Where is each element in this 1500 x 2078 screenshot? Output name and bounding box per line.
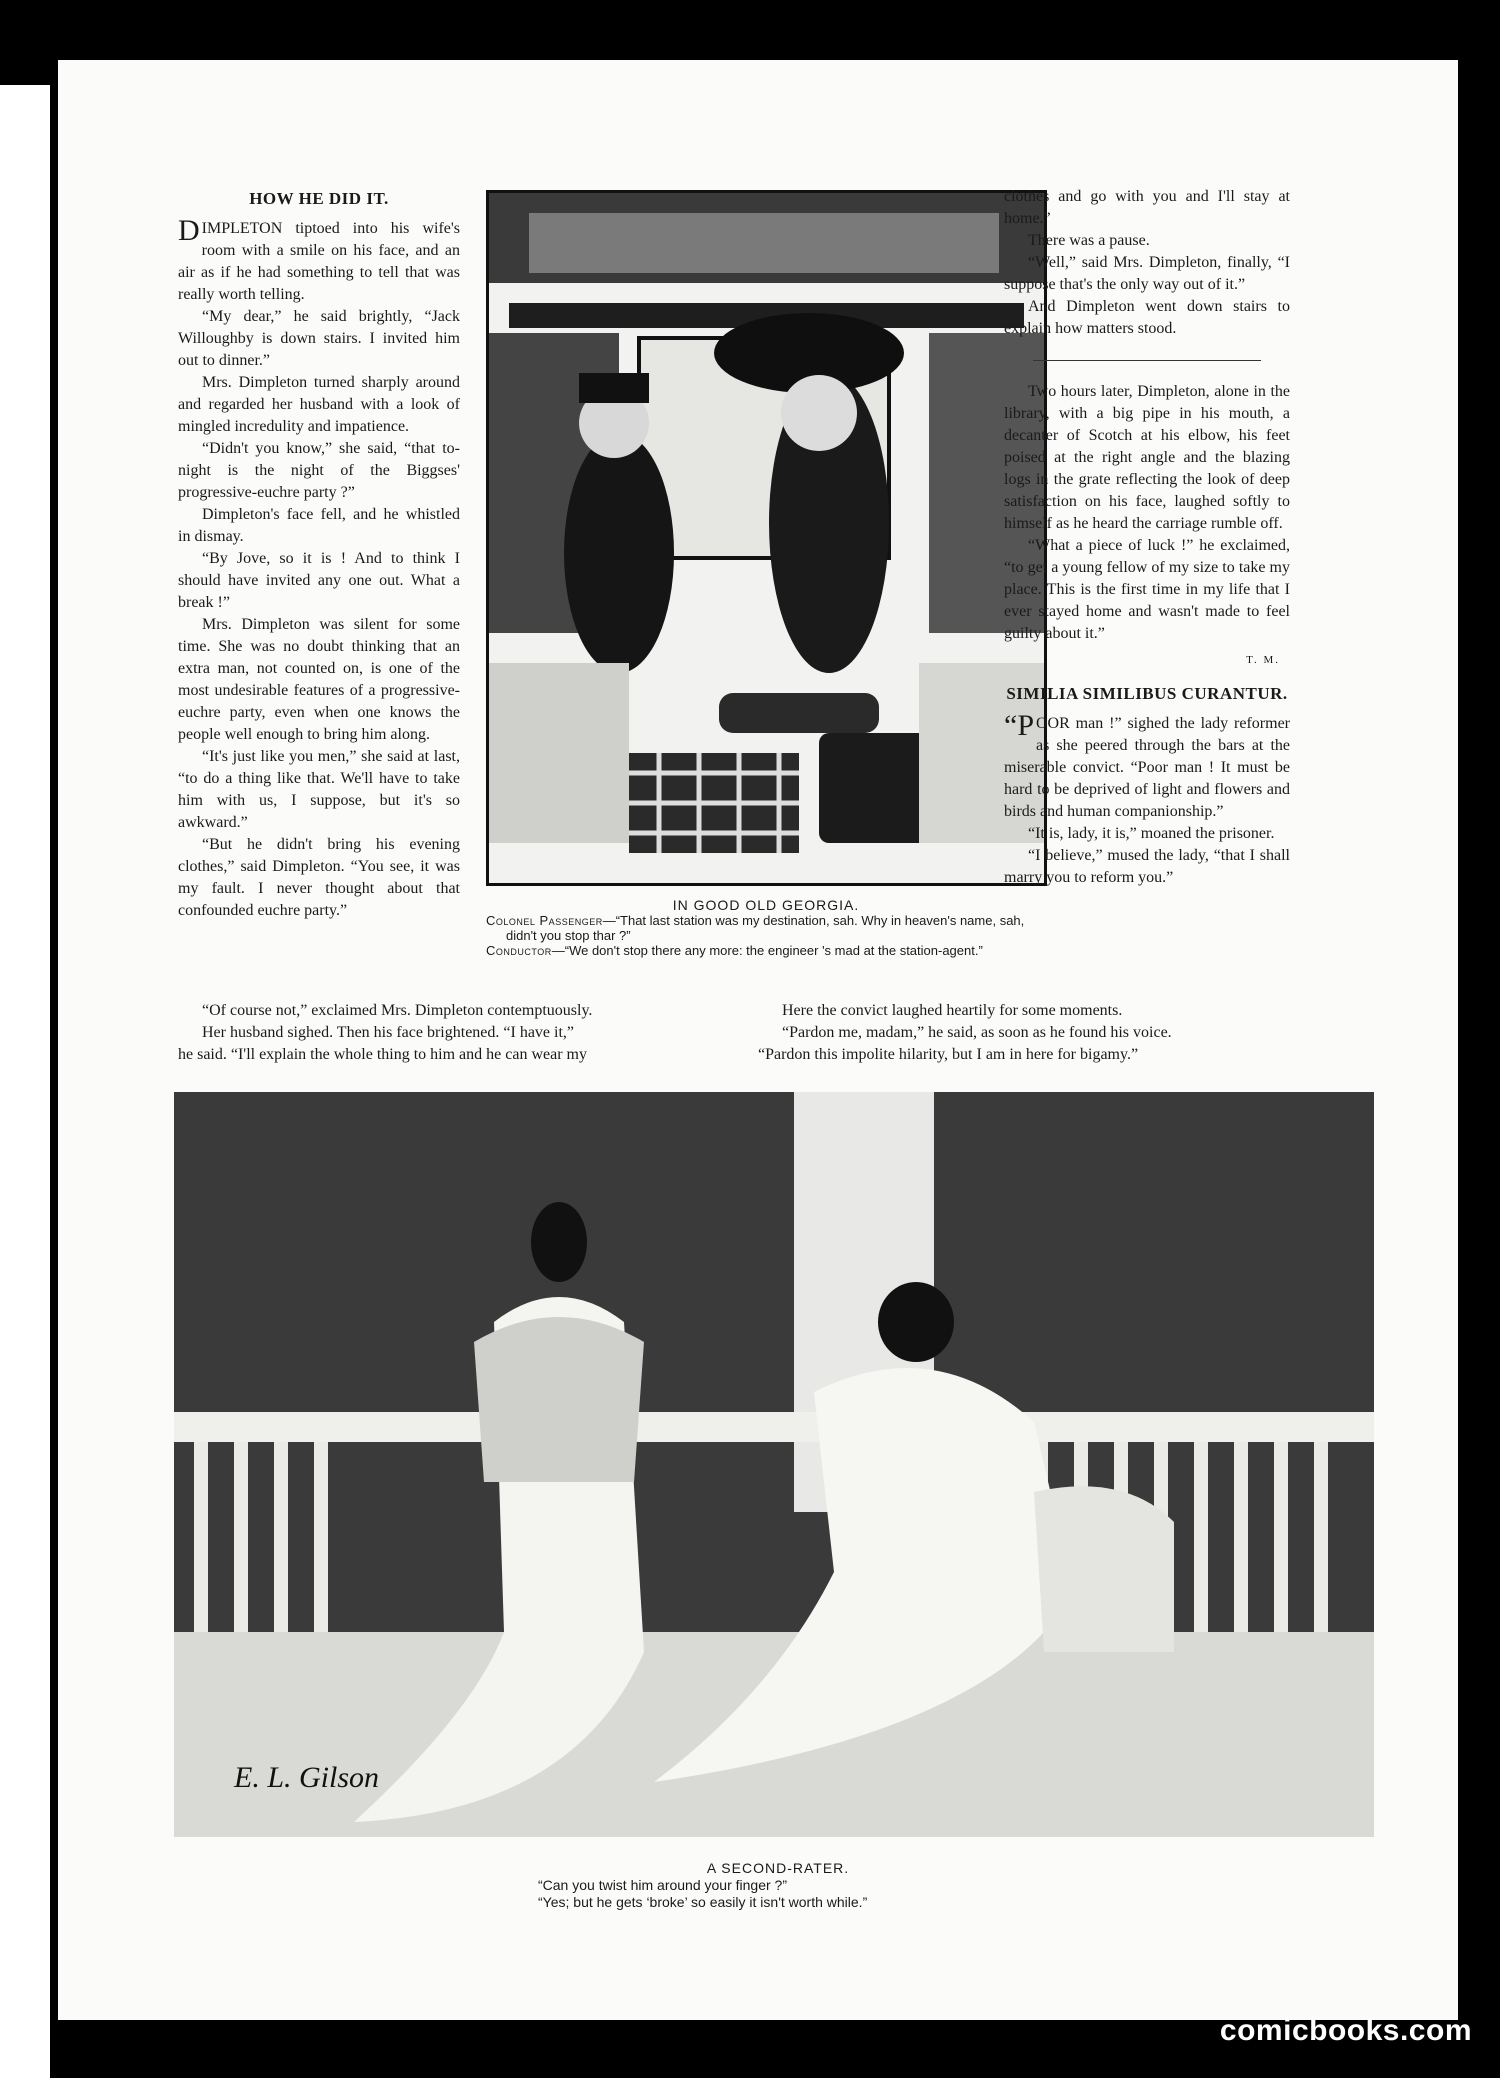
cartoon2-caption — [388, 1860, 1168, 1911]
story1-continued-1: clothes and go with you and I'll stay at home.” — [1004, 188, 1290, 227]
story1-continued-3: “Well,” said Mrs. Dimpleton, finally, “I suppose that's the only way out of it.” — [1004, 254, 1290, 293]
magazine-page — [58, 60, 1458, 2020]
cartoon1-speaker-1: Colonel Passenger — [486, 913, 603, 928]
train-car-illustration — [489, 193, 1044, 883]
story1-paragraph-7: Mrs. Dimpleton was silent for some time. She was no doubt thinking that an extra man, not counted on, is one of the most undesirable features of a progressive-euchre party, even when one knows the people well enough to bring him along. — [178, 616, 460, 743]
story1-bottom-lines — [178, 1000, 798, 1066]
binding-edge — [0, 85, 50, 2078]
story2-dropcap: “P — [1004, 709, 1034, 742]
story1-part2-1: Two hours later, Dimpleton, alone in the library, with a big pipe in his mouth, a decanter of Scotch at his elbow, his feet poised at the right angle and the blazing logs in the grate reflecting the look of deep satisfaction on his face, laughed softly to himself as he heard the carriage rumble off. — [1004, 383, 1290, 532]
artist-signature: E. L. Gilson — [234, 1761, 380, 1794]
story2-paragraph-1: “POOR man !” sighed the lady reformer as she peered through the bars at the miserable convict. “Poor man ! It must be hard to be deprived of light and flowers and birds and human companionship.” — [1004, 709, 1290, 820]
story2-paragraph-2: “It is, lady, it is,” moaned the prisoner. — [1028, 825, 1275, 842]
story1-paragraph-2: “My dear,” he said brightly, “Jack Willoughby is down stairs. I invited him out to dinner.” — [178, 308, 460, 369]
story2-title: SIMILIA SIMILIBUS CURANTUR. — [1006, 684, 1288, 703]
cartoon2-line-2: “Yes; but he gets ‘broke’ so easily it isn't worth while.” — [538, 1894, 868, 1910]
veranda-illustration — [174, 1092, 1374, 1837]
cartoon1-caption — [486, 898, 1046, 958]
story1-paragraph-6: “By Jove, so it is ! And to think I should have invited any one out. What a break !” — [178, 550, 460, 611]
story1-paragraph-3: Mrs. Dimpleton turned sharply around and regarded her husband with a look of mingled incredulity and impatience. — [178, 374, 460, 435]
cartoon-in-good-old-georgia — [486, 190, 1047, 886]
story2-bottom-line-2: “Pardon me, madam,” he said, as soon as he found his voice. — [782, 1024, 1172, 1041]
section-rule — [1033, 360, 1262, 361]
story1-bottom-line-1: “Of course not,” exclaimed Mrs. Dimpleton contemptuously. — [202, 1002, 593, 1019]
cartoon-a-second-rater — [174, 1092, 1374, 1837]
story1-paragraph-8: “It's just like you men,” she said at last, “to do a thing like that. We'll have to take him with us, I suppose, but it's so awkward.” — [178, 748, 460, 831]
cartoon2-line-1: “Can you twist him around your finger ?” — [538, 1877, 787, 1893]
cartoon1-line-1 — [486, 913, 1046, 943]
cartoon1-line-2 — [486, 943, 1046, 958]
story1-dropcap: D — [178, 214, 200, 247]
cartoon1-text-1: —“That last station was my destination, sah. Why in heaven's name, sah, didn't you stop thar ?” — [506, 913, 1025, 943]
story1-column — [178, 188, 460, 922]
story1-part2-2: “What a piece of luck !” he exclaimed, “to get a young fellow of my size to take my place. This is the first time in my life that I ever stayed home and wasn't made to feel guilty about it.” — [1004, 537, 1290, 642]
story1-title: HOW HE DID IT. — [249, 189, 389, 208]
watermark-text: comicbooks.com — [1219, 2014, 1472, 2047]
story1-bottom-line-3: he said. “I'll explain the whole thing to him and he can wear my — [178, 1046, 587, 1063]
cartoon1-title: IN GOOD OLD GEORGIA. — [672, 897, 860, 913]
story1-paragraph-4: “Didn't you know,” she said, “that to-night is the night of the Biggses' progressive-euchre party ?” — [178, 440, 460, 501]
story1-paragraph-9: “But he didn't bring his evening clothes,” said Dimpleton. “You see, it was my fault. I never thought about that confounded euchre party.” — [178, 836, 460, 919]
story1-bottom-line-2: Her husband sighed. Then his face brightened. “I have it,” — [202, 1024, 575, 1041]
story1-continued-4: And Dimpleton went down stairs to explain how matters stood. — [1004, 298, 1290, 337]
story-right-column — [1004, 186, 1290, 889]
story1-signature: T. M. — [1246, 654, 1280, 666]
story1-continued-2: There was a pause. — [1028, 232, 1150, 249]
cartoon1-speaker-2: Conductor — [486, 943, 552, 958]
story1-paragraph-5: Dimpleton's face fell, and he whistled in dismay. — [178, 506, 460, 545]
cartoon1-text-2: —“We don't stop there any more: the engineer 's mad at the station-agent.” — [551, 943, 983, 958]
story2-paragraph-3: “I believe,” mused the lady, “that I shall marry you to reform you.” — [1004, 847, 1290, 886]
story2-bottom-line-3: “Pardon this impolite hilarity, but I am in here for bigamy.” — [758, 1046, 1139, 1063]
cartoon2-title: A SECOND-RATER. — [706, 1860, 850, 1876]
story1-paragraph-1: DIMPLETON tiptoed into his wife's room with a smile on his face, and an air as if he had something to tell that was really worth telling. — [178, 214, 460, 303]
story2-bottom-line-1: Here the convict laughed heartily for some moments. — [782, 1002, 1123, 1019]
story2-bottom-lines — [758, 1000, 1318, 1066]
